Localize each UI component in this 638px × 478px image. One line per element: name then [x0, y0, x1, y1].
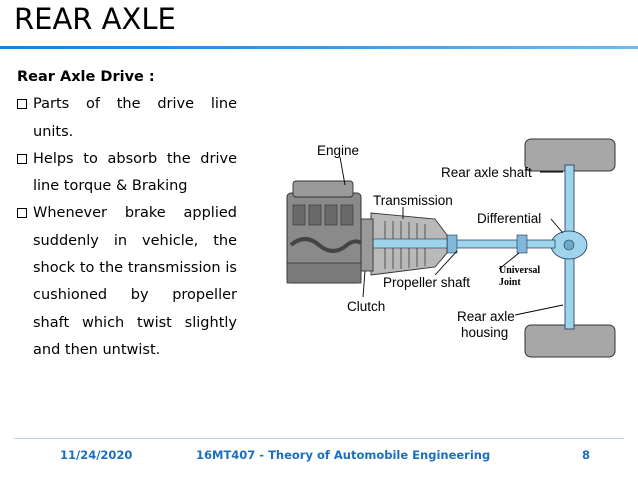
- engine-label: Engine: [317, 143, 360, 158]
- rear-axle-housing-label: housing: [461, 325, 509, 340]
- rear-wheel-bottom: [525, 325, 615, 357]
- sub-heading: Rear Axle Drive :: [17, 69, 155, 85]
- clutch-label: Clutch: [347, 299, 386, 314]
- bullet-text-line: Parts of the drive line: [33, 96, 237, 113]
- page-number: 8: [582, 448, 591, 462]
- universal-joint: [517, 235, 527, 253]
- differential-label: Differential: [477, 211, 542, 226]
- rear-axle-shaft-label: Rear axle shaft: [441, 165, 532, 180]
- footer-date: 11/24/2020: [60, 448, 133, 462]
- checkbox-bullet-icon: [17, 208, 27, 218]
- bullet-text-line: units.: [33, 123, 74, 140]
- footer-course: 16MT407 - Theory of Automobile Engineering: [196, 448, 491, 462]
- bullet-text-line: line torque & Braking: [33, 178, 188, 195]
- bullet-text-line: Helps to absorb the drive: [33, 150, 237, 167]
- bullet-item: [17, 91, 237, 146]
- universal-joint-label: Universal: [499, 265, 541, 276]
- drivetrain-diagram: [285, 135, 635, 360]
- bullet-item: [17, 200, 237, 364]
- propeller-shaft: [455, 240, 555, 248]
- slide-title: REAR AXLE: [14, 2, 176, 36]
- bullet-text-line: Whenever brake applied: [33, 205, 237, 222]
- checkbox-bullet-icon: [17, 154, 27, 164]
- rear-axle-housing-label: Rear axle: [457, 309, 515, 324]
- checkbox-bullet-icon: [17, 99, 27, 109]
- transmission-label: Transmission: [373, 193, 453, 208]
- universal-joint-label: Joint: [499, 277, 521, 288]
- bullet-text-line: suddenly in vehicle, the shock to the transmission is cushioned by propeller shaft which twist slightly and then untwist.: [33, 232, 237, 358]
- universal-joint: [447, 235, 457, 253]
- slide-body: [17, 64, 237, 364]
- title-underline: [0, 46, 638, 49]
- bullet-item: [17, 146, 237, 201]
- propeller-shaft-label: Propeller shaft: [383, 275, 471, 290]
- footer-divider: [14, 438, 624, 439]
